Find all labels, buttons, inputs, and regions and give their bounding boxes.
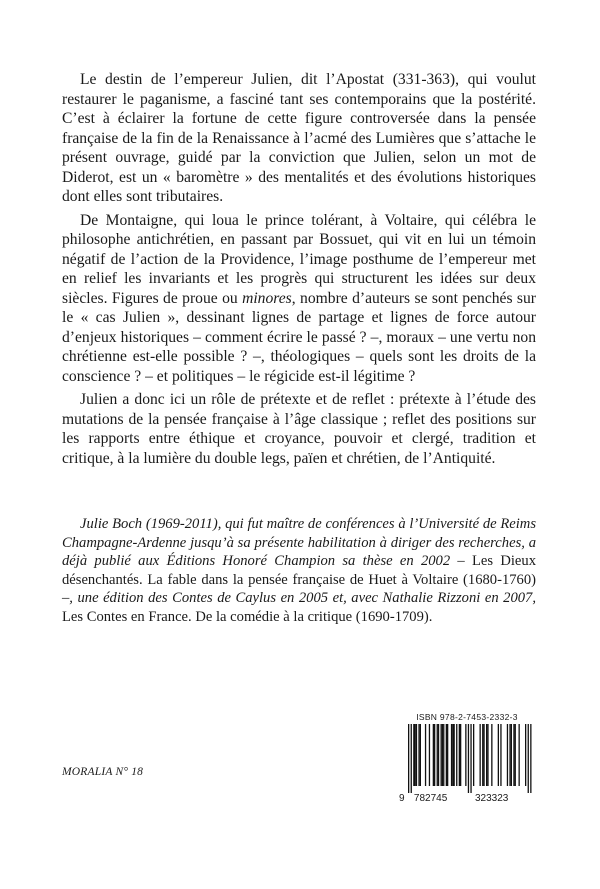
barcode-bar — [425, 724, 426, 786]
barcode-bar — [498, 724, 499, 786]
barcode-bar — [482, 724, 483, 786]
author-note-part-2: –, une édition des Contes de Caylus en 2005 et, avec Nathalie Rizzoni en 2007, — [62, 590, 536, 607]
barcode-bar — [433, 724, 434, 786]
barcode-bar — [441, 724, 442, 786]
barcode-bar — [528, 724, 529, 793]
barcode-bar — [480, 724, 481, 786]
barcode-bar — [416, 724, 417, 786]
barcode-bar — [447, 724, 448, 786]
author-note-part-1: Julie Boch (1969-2011), qui fut maître de conférences à l’Université de Reims Champagne-Ardenne jusqu’à sa présente habilitation à diriger des recherches, a déjà publié aux Éditions Honoré Champion sa thèse en 2002 – — [62, 516, 536, 570]
barcode-digits — [394, 793, 540, 805]
barcode-bar — [525, 724, 526, 786]
barcode-icon — [394, 724, 540, 794]
author-note-part-3: . — [428, 608, 433, 625]
barcode-bar — [415, 724, 416, 786]
barcode-digit-group: 9 — [399, 793, 405, 804]
barcode-bar — [442, 724, 443, 786]
barcode-bar — [454, 724, 455, 786]
barcode-bar — [413, 724, 414, 786]
barcode-bar — [429, 724, 430, 786]
barcode-bar — [487, 724, 488, 786]
barcode-bar — [408, 724, 409, 793]
barcode-bar — [459, 724, 460, 786]
barcode-digit-group: 323323 — [475, 793, 509, 804]
barcode-bar — [443, 724, 444, 786]
barcode-bar — [470, 724, 471, 793]
blurb-paragraph-3: Julien a donc ici un rôle de prétexte et de reflet : prétexte à l’étude des mutations de la pensée française à l’âge classique ; reflet des positions sur les rapports entre éthique et croyance, pouvoir et clergé, tradition et critique, à la lumière du double legs, païen et chrétien, de l’Antiquité. — [62, 391, 536, 467]
book-blurb — [62, 70, 536, 468]
barcode-bar — [420, 724, 421, 786]
blurb-paragraph-2 — [62, 211, 536, 387]
barcode-bar — [418, 724, 419, 786]
barcode-bar — [486, 724, 487, 786]
barcode-bar — [491, 724, 492, 786]
barcode-bar — [451, 724, 452, 786]
barcode-bar — [434, 724, 435, 786]
barcode-bar — [468, 724, 469, 793]
barcode-bar — [513, 724, 514, 786]
barcode-bar — [500, 724, 501, 786]
isbn-barcode-block — [394, 712, 540, 805]
barcode-bar — [465, 724, 466, 786]
barcode-bar — [507, 724, 508, 786]
barcode-bar — [438, 724, 439, 786]
author-note — [62, 515, 536, 627]
isbn-label: ISBN 978-2-7453-2332-3 — [416, 712, 518, 722]
series-label: MORALIA N° 18 — [62, 766, 144, 778]
barcode-bar — [460, 724, 461, 786]
barcode-bar — [511, 724, 512, 786]
italic-word-minores: minores — [242, 289, 292, 307]
barcode-bar — [519, 724, 520, 786]
barcode-bar — [530, 724, 531, 793]
barcode-digit-group: 782745 — [413, 793, 448, 804]
barcode-bar — [411, 724, 412, 793]
barcode-bar — [456, 724, 457, 786]
barcode-bar — [452, 724, 453, 786]
author-note-book-title-2: Les Contes en France. De la comédie à la critique (1690-1709) — [62, 608, 429, 625]
barcode-bar — [509, 724, 510, 786]
barcode-bar — [446, 724, 447, 786]
blurb-paragraph-1: Le destin de l’empereur Julien, dit l’Apostat (331-363), qui voulut restaurer le paganisme, a fasciné tant ses contemporains que la postérité. C’est à éclairer la fortune de cette figure controversée dans la pensée française de la fin de la Renaissance à l’acmé des Lumières que s’attache le présent ouvrage, guidé par la conviction que Julien, selon un mot de Diderot, est un « baromètre » des mentalités et des évolutions historiques dont elles sont tributaires. — [62, 71, 536, 205]
blurb-paragraph-2-text: De Montaigne, qui loua le prince tolérant, à Voltaire, qui célébra le philosophe antichrétien, en passant par Bossuet, qui vit en lui un témoin négatif de l’action de la Providence, l’image posthume de l’empereur met en relief les invariants et les progrès qui structurent les idées sur deux siècles. Figures de proue ou minores, nombre d’auteurs se sont penchés sur le « cas Julien », dessinant lignes de partage et lignes de force autour d’enjeux historiques – comment écrire le passé ? –, moraux – une vertu non chrétienne est-elle possible ? –, théologiques – quels sont les droits de la conscience ? – et politiques – le régicide est-il légitime ? — [62, 211, 536, 385]
barcode-bar — [473, 724, 474, 786]
barcode-bar — [515, 724, 516, 786]
author-note-book-title-1: Les Dieux désenchantés. La fable dans la pensée française de Huet à Voltaire (1680-1760) — [62, 553, 536, 588]
barcode-bar — [483, 724, 484, 786]
barcode-bar — [437, 724, 438, 786]
